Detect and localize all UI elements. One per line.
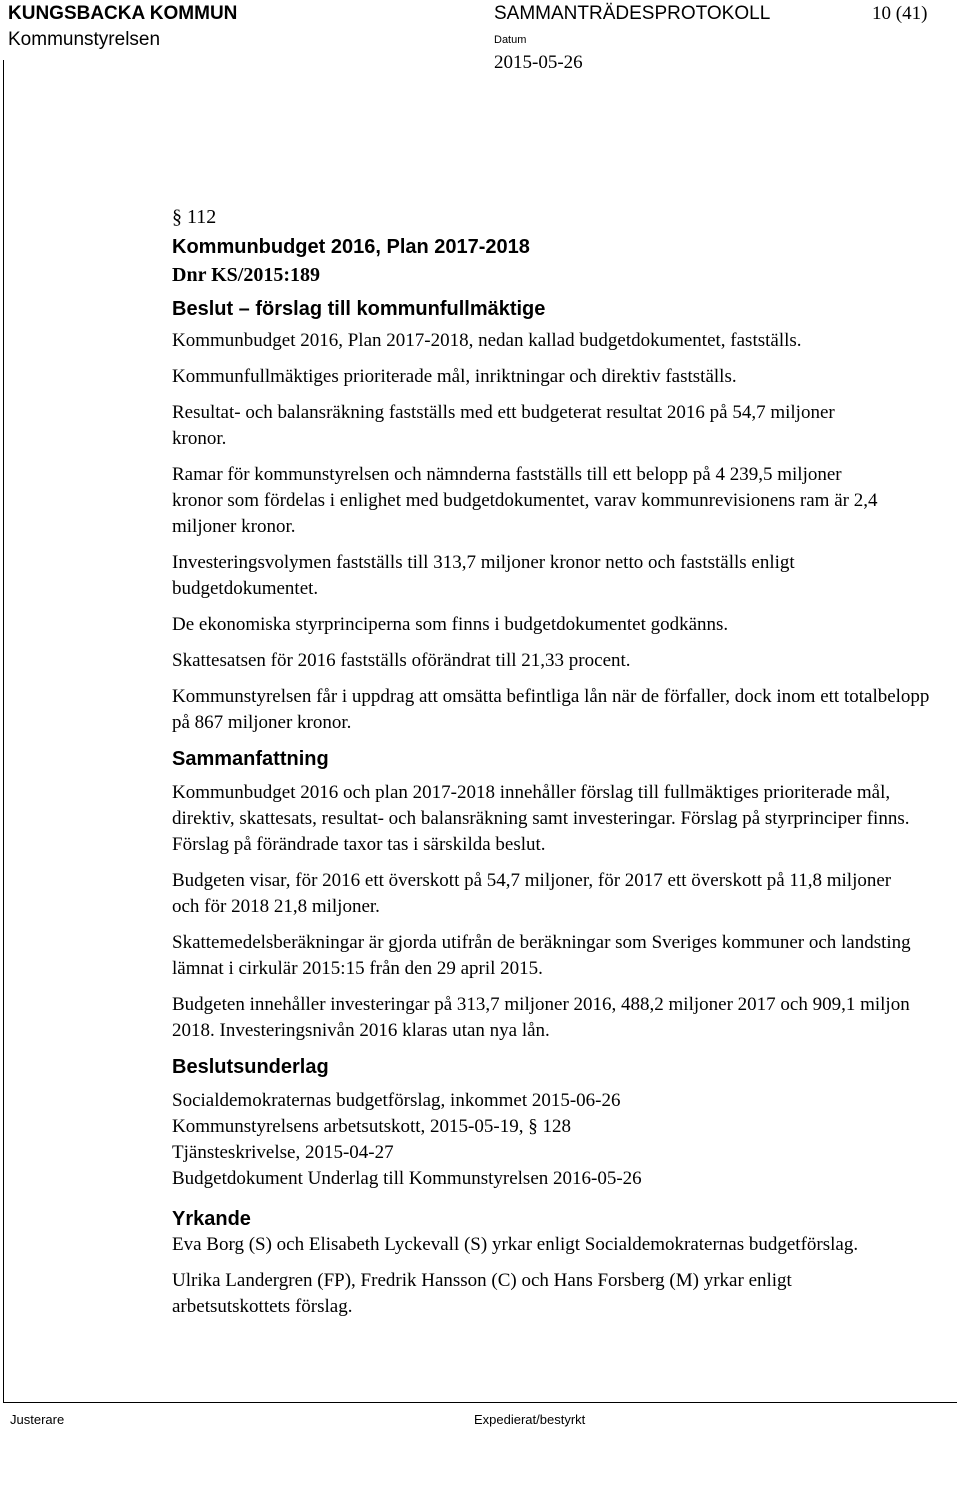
basis-item: Budgetdokument Underlag till Kommunstyrelsen 2016-05-26 — [172, 1168, 642, 1189]
summary-heading: Sammanfattning — [172, 748, 329, 770]
footer-dispatch-label: Expedierat/bestyrkt — [474, 1412, 586, 1427]
footer-rule — [3, 1402, 957, 1403]
date-value: 2015-05-26 — [494, 52, 583, 73]
motion-paragraph: Ulrika Landergren (FP), Fredrik Hansson (C) och Hans Forsberg (M) yrkar enligt arbetsutskottets förslag. — [172, 1270, 792, 1317]
committee-name: Kommunstyrelsen — [8, 29, 161, 50]
decision-paragraph: Skattesatsen för 2016 fastställs oförändrat till 21,33 procent. — [172, 650, 631, 671]
decision-paragraph: De ekonomiska styrprinciperna som finns i budgetdokumentet godkänns. — [172, 614, 729, 635]
decision-paragraph: Kommunstyrelsen får i uppdrag att omsätta befintliga lån när de förfaller, dock inom ett totalbelopp på 867 miljoner kronor. — [172, 686, 930, 733]
basis-item: Kommunstyrelsens arbetsutskott, 2015-05-19, § 128 — [172, 1116, 571, 1137]
left-margin-rule — [3, 60, 4, 1402]
motion-paragraph: Eva Borg (S) och Elisabeth Lyckevall (S) yrkar enligt Socialdemokraternas budgetförslag. — [172, 1234, 859, 1255]
summary-paragraph: Kommunbudget 2016 och plan 2017-2018 innehåller förslag till fullmäktiges prioriterade mål, direktiv, skattesats, resultat- och balansräkning samt investeringar. Förslag på styrprinciper finns. Förslag på förändrade taxor tas i särskilda beslut. — [172, 782, 910, 855]
decision-paragraph: Ramar för kommunstyrelsen och nämnderna fastställs till ett belopp på 4 239,5 miljoner kronor som fördelas i enlighet med budgetdokumentet, varav kommunrevisionens ram är 2,4 miljoner kronor. — [172, 464, 878, 537]
footer-signatory-label: Justerare — [10, 1412, 65, 1427]
basis-list — [172, 1088, 942, 1192]
basis-item: Socialdemokraternas budgetförslag, inkommet 2015-06-26 — [172, 1090, 621, 1111]
summary-section — [172, 780, 942, 1044]
organization-name: KUNGSBACKA KOMMUN — [8, 3, 238, 24]
decision-paragraph: Investeringsvolymen fastställs till 313,7 miljoner kronor netto och fastställs enligt budgetdokumentet. — [172, 552, 795, 599]
date-label: Datum — [494, 34, 527, 46]
decision-paragraph: Kommunfullmäktiges prioriterade mål, inriktningar och direktiv fastställs. — [172, 366, 737, 387]
basis-heading: Beslutsunderlag — [172, 1056, 329, 1078]
basis-item: Tjänsteskrivelse, 2015-04-27 — [172, 1142, 394, 1163]
page-number: 10 (41) — [872, 3, 928, 24]
item-title: Kommunbudget 2016, Plan 2017-2018 — [172, 236, 530, 258]
motions-heading: Yrkande — [172, 1208, 251, 1230]
document-type: SAMMANTRÄDESPROTOKOLL — [494, 3, 771, 24]
decision-heading: Beslut – förslag till kommunfullmäktige — [172, 298, 546, 320]
decision-paragraph: Kommunbudget 2016, Plan 2017-2018, nedan kallad budgetdokumentet, fastställs. — [172, 330, 802, 351]
summary-paragraph: Skattemedelsberäkningar är gjorda utifrån de beräkningar som Sveriges kommuner och landsting lämnat i cirkulär 2015:15 från den 29 april 2015. — [172, 932, 911, 979]
decision-paragraph: Resultat- och balansräkning fastställs med ett budgeterat resultat 2016 på 54,7 miljoner kronor. — [172, 402, 835, 449]
decision-section — [172, 328, 942, 736]
summary-paragraph: Budgeten visar, för 2016 ett överskott på 54,7 miljoner, för 2017 ett överskott på 11,8 miljoner och för 2018 21,8 miljoner. — [172, 870, 892, 917]
paragraph-number: § 112 — [172, 206, 217, 228]
motions-section — [172, 1232, 942, 1320]
protocol-item — [172, 204, 942, 1330]
summary-paragraph: Budgeten innehåller investeringar på 313,7 miljoner 2016, 488,2 miljoner 2017 och 909,1 miljon 2018. Investeringsnivån 2016 klaras utan nya lån. — [172, 994, 910, 1041]
case-number: Dnr KS/2015:189 — [172, 264, 320, 286]
